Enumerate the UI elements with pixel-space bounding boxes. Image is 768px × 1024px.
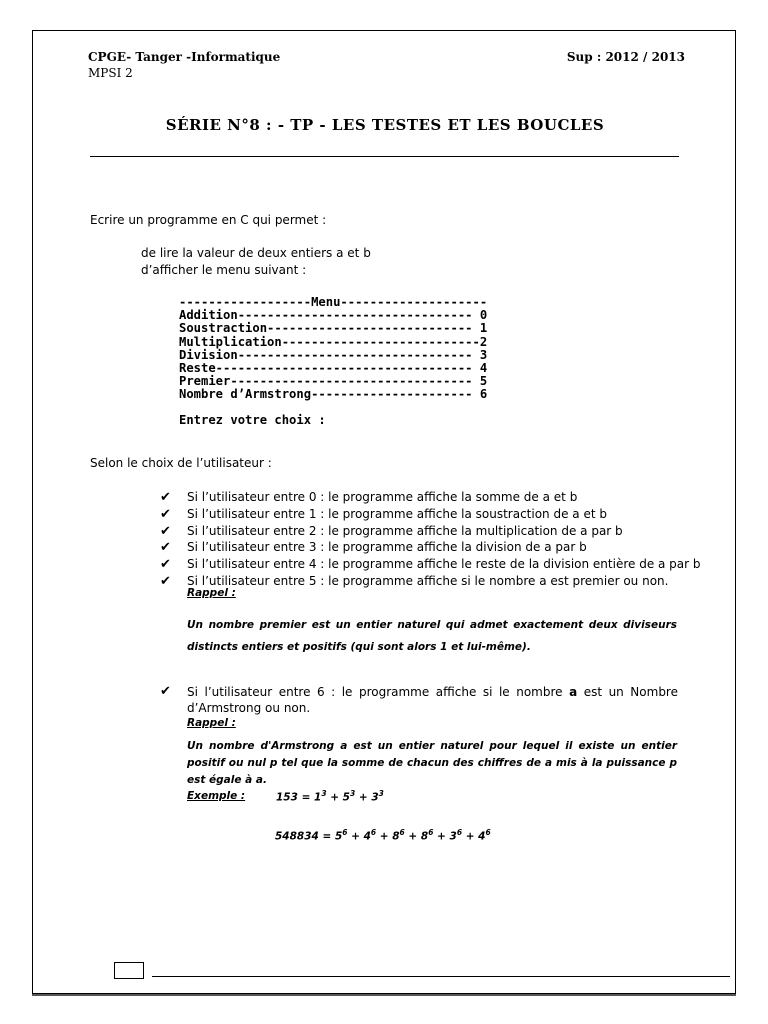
- choice-text: Si l’utilisateur entre 0 : le programme affiche la somme de a et b: [187, 490, 578, 504]
- footer-rule: [152, 976, 730, 977]
- eq1-lhs: 153 =: [276, 791, 315, 804]
- rappel-premier-text: Un nombre premier est un entier naturel qui admet exactement deux diviseurs distincts entiers et positifs (qui sont alors 1 et lui-même).: [187, 619, 677, 653]
- intro-text: Ecrire un programme en C qui permet :: [90, 213, 327, 227]
- console-menu: [179, 296, 487, 402]
- step-read: de lire la valeur de deux entiers a et b: [141, 246, 371, 260]
- eq2-base: 3: [449, 830, 457, 843]
- step-menu: d’afficher le menu suivant :: [141, 263, 307, 277]
- eq2-base: 8: [392, 830, 400, 843]
- eq2-exp: 6: [370, 828, 377, 837]
- page-number-box: [114, 962, 144, 979]
- rappel-premier-label: Rappel :: [187, 587, 236, 599]
- page-bottom-rule: [32, 994, 736, 996]
- list-item: [160, 556, 701, 573]
- list-item: [160, 539, 701, 556]
- menu-line: Addition-------------------------------- 0: [179, 308, 488, 323]
- menu-line: ------------------Menu--------------------: [179, 295, 488, 309]
- example-eq1: $153 = 1^3 + 5^3 + 3^3$: [276, 789, 384, 804]
- list-item: [160, 489, 701, 506]
- list-item: [160, 523, 701, 540]
- menu-line: Nombre d’Armstrong---------------------- 6: [179, 387, 488, 402]
- check-icon: ✔: [160, 540, 171, 556]
- eq2-exp: 6: [428, 828, 434, 837]
- eq1-base: 3: [371, 791, 379, 804]
- choice-text: Si l’utilisateur entre 2 : le programme affiche la multiplication de a par b: [187, 523, 623, 538]
- header-year: Sup : 2012 / 2013: [566, 50, 685, 64]
- eq1-exp: 3: [378, 789, 384, 798]
- menu-line: Reste----------------------------------- 4: [179, 361, 488, 376]
- eq2-base: 5: [334, 830, 343, 843]
- choice-text: Si l’utilisateur entre 3 : le programme affiche la division de a par b: [187, 540, 587, 555]
- rappel-armstrong-text: Un nombre d'Armstrong a est un entier naturel pour lequel il existe un entier positif ou nul p tel que la somme de chacun des chiffres de a mis à la puissance p est égale à a.: [187, 740, 677, 786]
- eq2-base: 8: [420, 830, 429, 843]
- check-icon: ✔: [160, 523, 171, 539]
- menu-line: Soustraction---------------------------- 1: [179, 321, 488, 336]
- choice-6-var: a: [569, 685, 578, 699]
- title-underline: [90, 156, 679, 157]
- eq2-exp: 6: [485, 828, 491, 837]
- check-icon: ✔: [160, 506, 171, 522]
- page-title: SÉRIE N°8 : - TP - LES TESTES ET LES BOUCLES: [165, 116, 605, 134]
- eq2-base: 4: [478, 830, 486, 843]
- header-school: CPGE- Tanger -Informatique: [88, 50, 281, 64]
- eq2-exp: 6: [399, 828, 405, 837]
- choice-text: Si l’utilisateur entre 1 : le programme affiche la soustraction de a et b: [187, 506, 607, 521]
- console-prompt: Entrez votre choix :: [179, 413, 326, 427]
- rappel-armstrong-label: Rappel :: [187, 717, 236, 729]
- header-class: MPSI 2: [88, 66, 133, 80]
- list-item: [160, 506, 701, 523]
- eq1-base: 5: [342, 791, 350, 804]
- eq1-base: 1: [314, 791, 322, 804]
- check-icon: ✔: [160, 490, 171, 505]
- eq1-exp: 3: [321, 789, 327, 798]
- eq2-base: 4: [363, 830, 371, 843]
- choice-6-after: est un Nombre d’Armstrong ou non.: [187, 685, 678, 715]
- choices-list: [160, 489, 701, 590]
- menu-line: Multiplication---------------------------2: [179, 334, 488, 349]
- selon-text: Selon le choix de l’utilisateur :: [90, 456, 272, 470]
- example-label: Exemple :: [187, 790, 246, 802]
- check-icon: ✔: [160, 573, 171, 589]
- eq1-exp: 3: [349, 789, 356, 798]
- choice-text: Si l’utilisateur entre 4 : le programme affiche le reste de la division entière de a par b: [187, 557, 701, 572]
- menu-line: Division-------------------------------- 3: [179, 347, 488, 362]
- check-icon: ✔: [160, 557, 171, 573]
- example-eq2: $548834 = 5^6 + 4^6 + 8^6 + 8^6 + 3^6 + 4^6$: [275, 828, 491, 843]
- eq2-lhs: 548834 =: [275, 830, 335, 843]
- choice-6-text: [187, 684, 678, 716]
- eq2-exp: 6: [456, 828, 463, 837]
- choice-6-before: Si l’utilisateur entre 6 : le programme affiche si le nombre: [187, 685, 570, 699]
- menu-line: Premier--------------------------------- 5: [179, 374, 488, 389]
- list-item: [160, 573, 701, 590]
- check-icon: ✔: [160, 684, 171, 699]
- choice-6: [160, 684, 678, 716]
- eq2-exp: 6: [342, 828, 348, 837]
- choice-text: Si l’utilisateur entre 5 : le programme affiche si le nombre a est premier ou non.: [187, 573, 669, 588]
